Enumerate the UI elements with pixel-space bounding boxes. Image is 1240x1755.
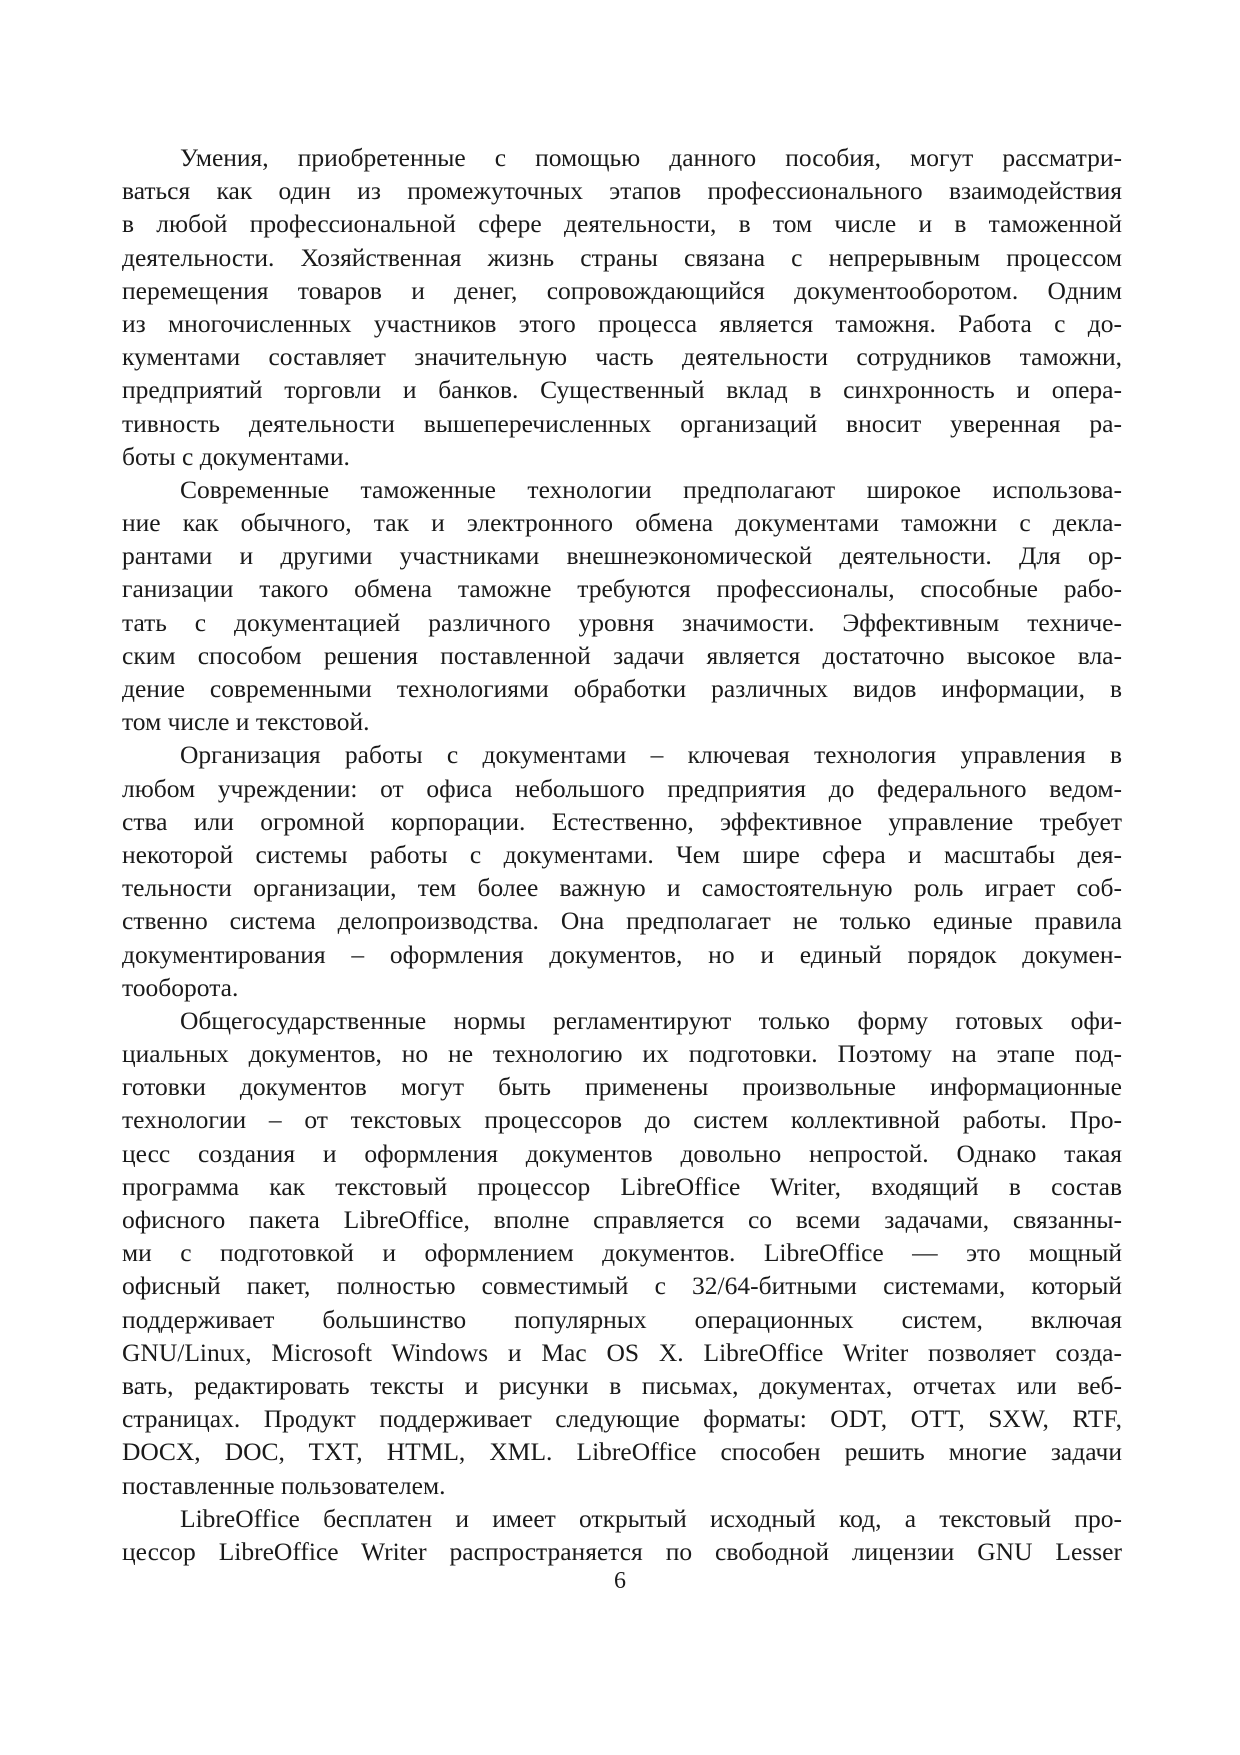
text-line: Современные таможенные технологии предполагают широкое использова- <box>180 474 1122 504</box>
text-line: тать с документацией различного уровня значимости. Эффективным техниче- <box>122 607 1122 637</box>
text-line: Умения, приобретенные с помощью данного пособия, могут рассматри- <box>180 143 1122 172</box>
text-line: цессор LibreOffice Writer распространяется по свободной лицензии GNU Lesser <box>122 1536 1122 1566</box>
text-line: страницах. Продукт поддерживает следующие форматы: ODT, OTT, SXW, RTF, <box>122 1404 1122 1434</box>
text-line: боты с документами. <box>122 441 350 471</box>
text-line: вать, редактировать тексты и рисунки в письмах, документах, отчетах или веб- <box>122 1370 1122 1400</box>
paragraph <box>122 473 1122 739</box>
text-line: DOCX, DOC, TXT, HTML, XML. LibreOffice способен решить многие задачи <box>122 1437 1122 1467</box>
paragraph <box>122 1004 1122 1502</box>
paragraph <box>122 738 1122 1004</box>
text-line: поддерживает большинство популярных операционных систем, включая <box>122 1304 1122 1334</box>
text-line: том числе и текстовой. <box>122 707 370 737</box>
text-line: готовки документов могут быть применены произвольные информационные <box>122 1072 1122 1102</box>
text-line: из многочисленных участников этого процесса является таможня. Работа с до- <box>122 308 1122 338</box>
paragraph <box>122 1502 1122 1568</box>
body-text <box>122 141 1122 1568</box>
text-line: тельности организации, тем более важную и самостоятельную роль играет соб- <box>122 873 1122 903</box>
text-line: цесс создания и оформления документов довольно непростой. Однако такая <box>122 1138 1122 1168</box>
text-line: предприятий торговли и банков. Существенный вклад в синхронность и опера- <box>122 375 1122 405</box>
text-line: программа как текстовый процессор LibreOffice Writer, входящий в состав <box>122 1171 1122 1201</box>
page-number: 6 <box>614 1568 626 1594</box>
text-line: тивность деятельности вышеперечисленных организаций вносит уверенная ра- <box>122 408 1122 438</box>
text-line: ственно система делопроизводства. Она предполагает не только единые правила <box>122 906 1122 936</box>
text-line: LibreOffice бесплатен и имеет открытый исходный код, а текстовый про- <box>180 1503 1122 1533</box>
text-line: перемещения товаров и денег, сопровождающийся документооборотом. Одним <box>122 275 1122 305</box>
text-line: ние как обычного, так и электронного обмена документами таможни с декла- <box>122 508 1122 538</box>
text-line: ским способом решения поставленной задачи является достаточно высокое вла- <box>122 640 1122 670</box>
text-line: тооборота. <box>122 972 239 1002</box>
text-line: циальных документов, но не технологию их подготовки. Поэтому на этапе под- <box>122 1039 1122 1069</box>
text-line: в любой профессиональной сфере деятельности, в том числе и в таможенной <box>122 209 1122 239</box>
text-line: некоторой системы работы с документами. Чем шире сфера и масштабы дея- <box>122 839 1122 869</box>
text-line: дение современными технологиями обработки различных видов информации, в <box>122 674 1122 703</box>
text-line: ваться как один из промежуточных этапов профессионального взаимодействия <box>122 176 1122 206</box>
text-line: документирования – оформления документов, но и единый порядок докумен- <box>122 939 1122 969</box>
paragraph <box>122 141 1122 473</box>
text-line: Организация работы с документами – ключевая технология управления в <box>180 740 1122 770</box>
text-line: ганизации такого обмена таможне требуются профессионалы, способные рабо- <box>122 574 1122 604</box>
text-line: офисный пакет, полностью совместимый с 32/64-битными системами, который <box>122 1271 1122 1301</box>
text-line: GNU/Linux, Microsoft Windows и Mac OS X. LibreOffice Writer позволяет созда- <box>122 1337 1122 1367</box>
text-line: рантами и другими участниками внешнеэкономической деятельности. Для ор- <box>122 541 1122 571</box>
text-line: любом учреждении: от офиса небольшого предприятия до федерального ведом- <box>122 773 1122 803</box>
text-line: кументами составляет значительную часть деятельности сотрудников таможни, <box>122 342 1122 372</box>
text-line: технологии – от текстовых процессоров до систем коллективной работы. Про- <box>122 1105 1122 1135</box>
text-line: поставленные пользователем. <box>122 1470 446 1500</box>
text-line: Общегосударственные нормы регламентируют только форму готовых офи- <box>180 1005 1122 1035</box>
text-line: офисного пакета LibreOffice, вполне справляется со всеми задачами, связанны- <box>122 1205 1122 1234</box>
text-line: деятельности. Хозяйственная жизнь страны связана с непрерывным процессом <box>122 242 1122 272</box>
text-line: ми с подготовкой и оформлением документов. LibreOffice — это мощный <box>122 1238 1122 1268</box>
text-line: ства или огромной корпорации. Естественно, эффективное управление требует <box>122 806 1122 836</box>
